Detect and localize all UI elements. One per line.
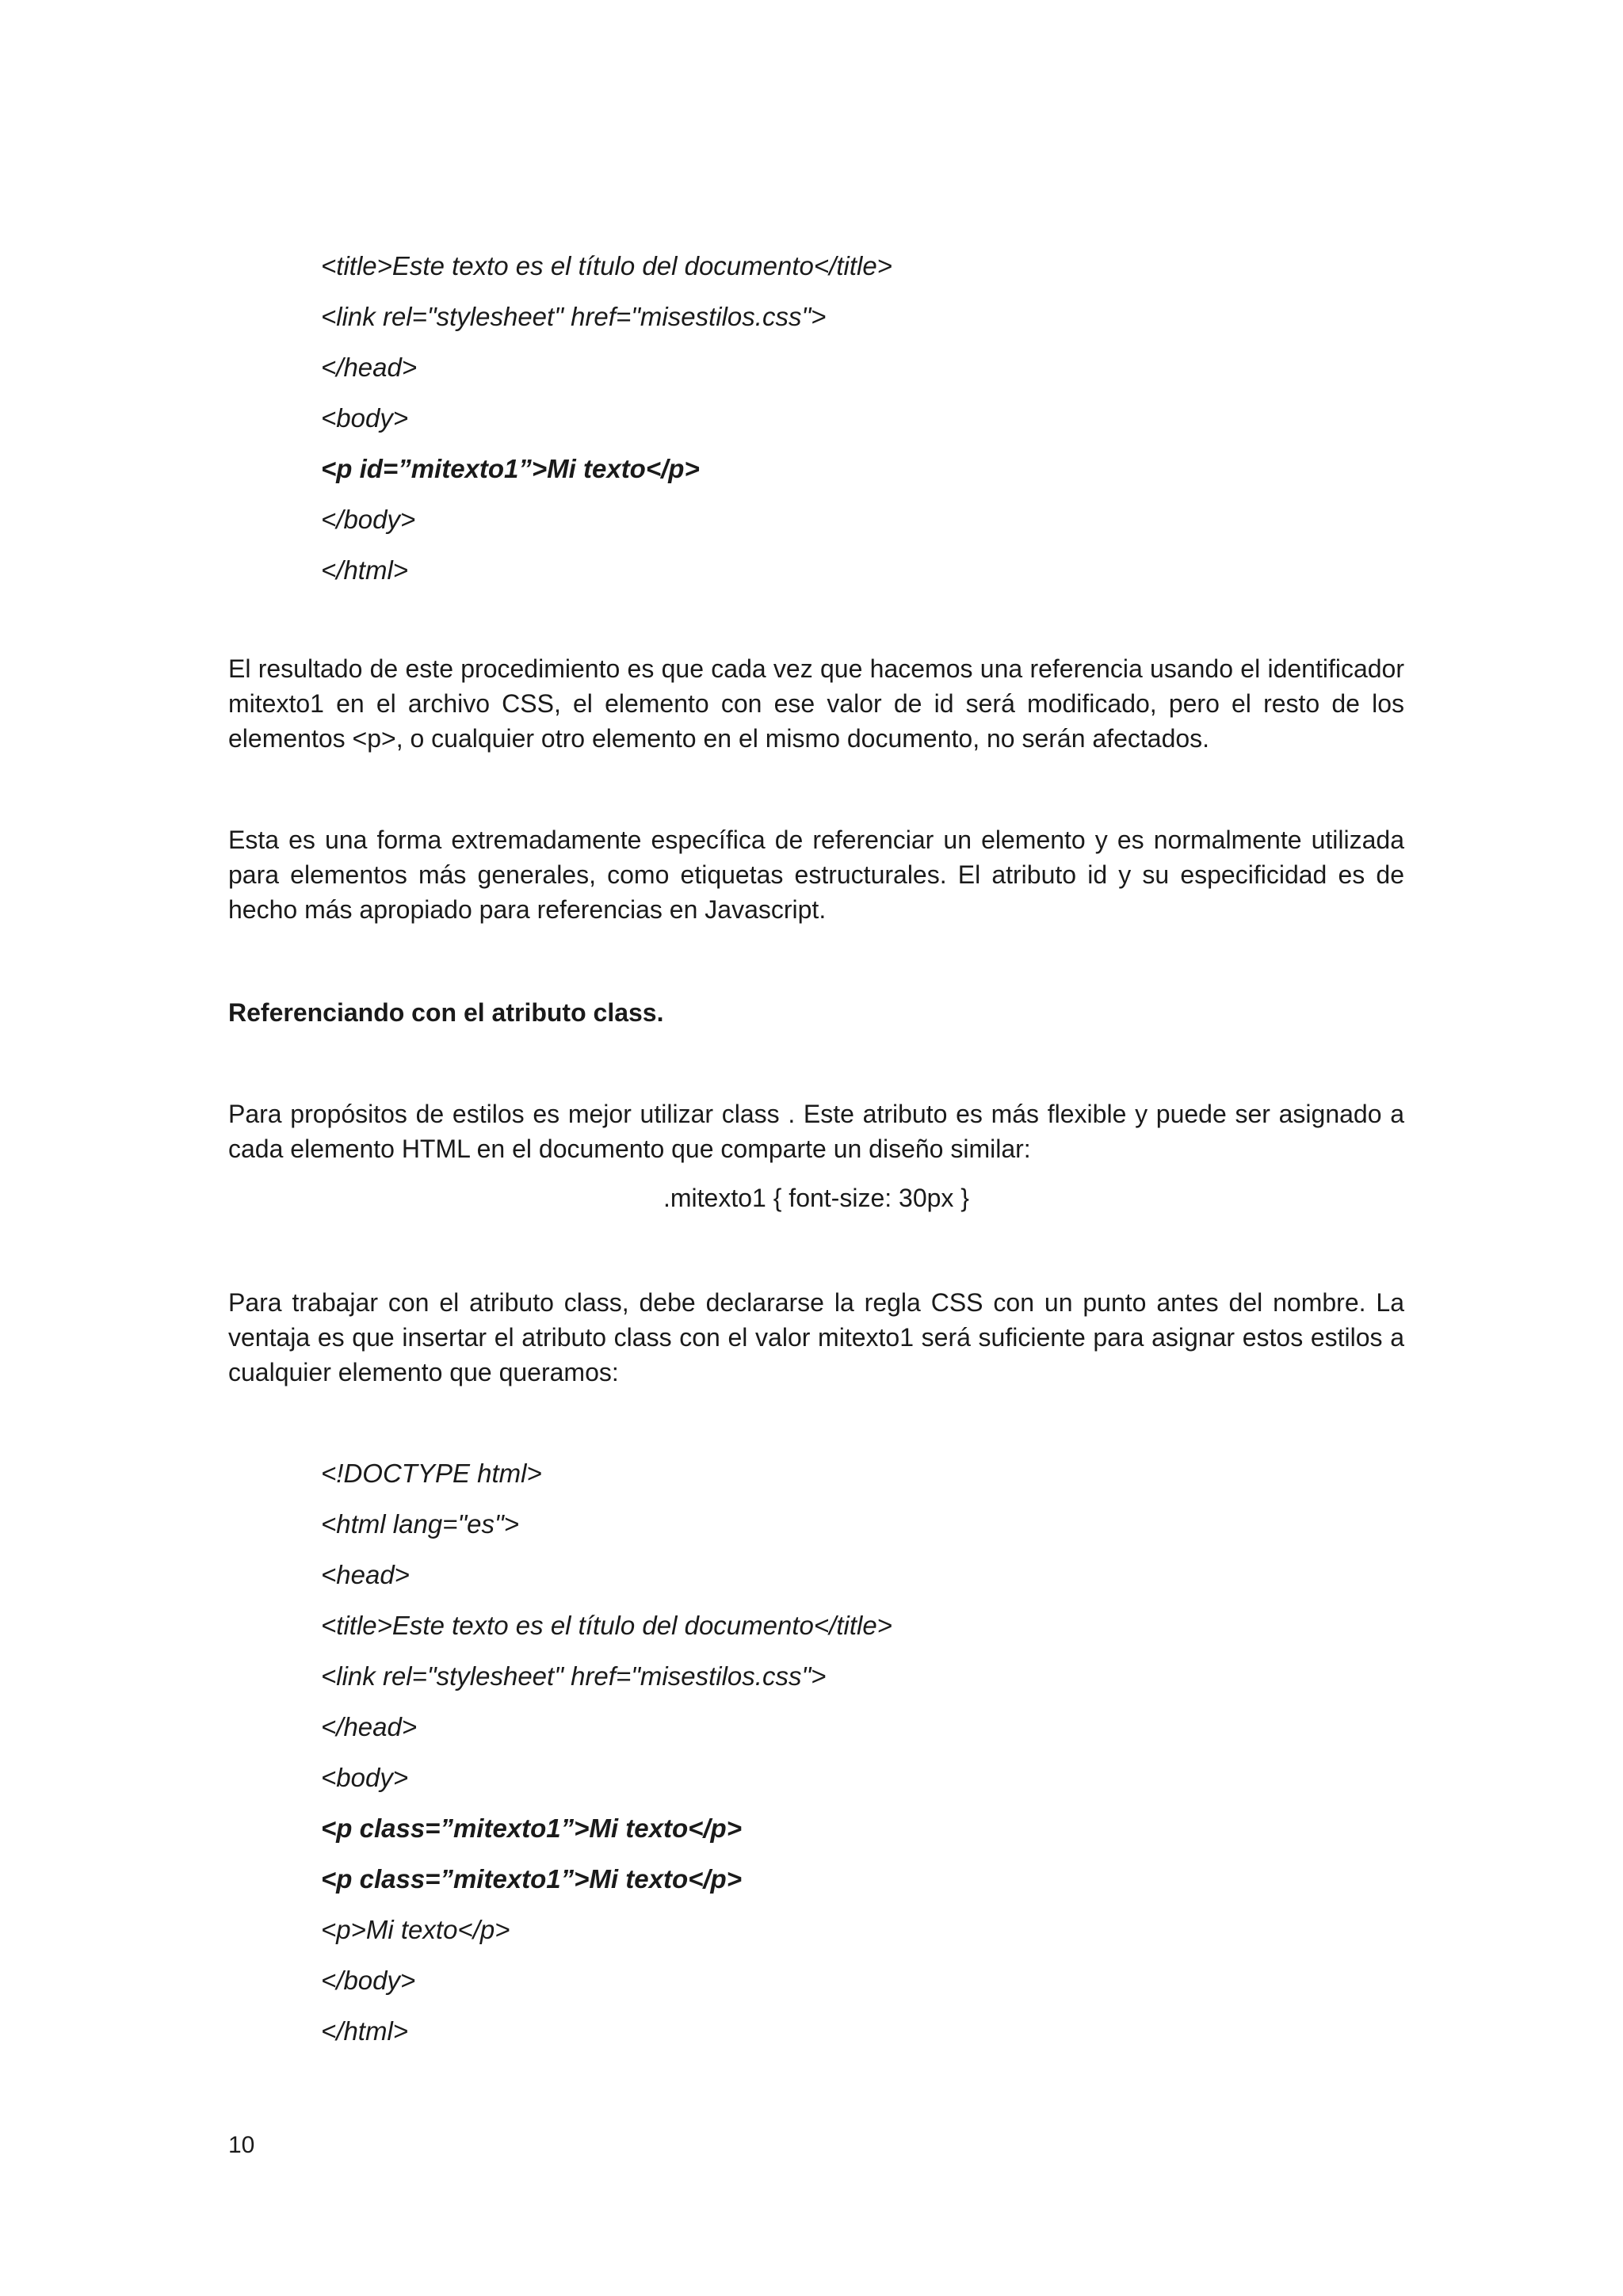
code-line: <title>Este texto es el título del documento</title> xyxy=(321,1611,892,1640)
code-line: <title>Este texto es el título del documento</title> xyxy=(321,251,892,280)
code-line: <link rel="stylesheet" href="misestilos.css"> xyxy=(321,302,827,331)
code-line: </head> xyxy=(321,1712,418,1741)
code-line: <body> xyxy=(321,403,409,433)
paragraph-class-usage: Para trabajar con el atributo class, debe declararse la regla CSS con un punto antes del nombre. La ventaja es que insertar el atributo class con el valor mitexto1 será suficiente para asignar estos estilos a cualquier elemento que queramos: xyxy=(228,1288,1404,1386)
code-line-highlighted: <p id=”mitexto1”>Mi texto</p> xyxy=(321,454,700,483)
code-line: </body> xyxy=(321,1966,416,1995)
code-line: </head> xyxy=(321,353,418,382)
paragraph-class-intro: Para propósitos de estilos es mejor utilizar class . Este atributo es más flexible y puede ser asignado a cada elemento HTML en el documento que comparte un diseño similar: xyxy=(228,1100,1404,1163)
code-line: </html> xyxy=(321,555,409,585)
section-heading: Referenciando con el atributo class. xyxy=(228,998,664,1027)
code-line: <body> xyxy=(321,1763,409,1792)
code-line: <link rel="stylesheet" href="misestilos.css"> xyxy=(321,1661,827,1691)
code-block-2 xyxy=(321,1448,892,2057)
paragraph-id-specificity: Esta es una forma extremadamente específica de referenciar un elemento y es normalmente utilizada para elementos más generales, como etiquetas estructurales. El atributo id y su especificidad es de hecho más apropiado para referencias en Javascript. xyxy=(228,826,1404,924)
code-line: <p>Mi texto</p> xyxy=(321,1915,510,1944)
code-line: <head> xyxy=(321,1560,410,1589)
code-block-1 xyxy=(321,241,892,596)
code-line: <!DOCTYPE html> xyxy=(321,1459,542,1488)
code-line-highlighted: <p class=”mitexto1”>Mi texto</p> xyxy=(321,1864,742,1894)
code-line: </body> xyxy=(321,505,416,534)
css-rule-example: .mitexto1 { font-size: 30px } xyxy=(663,1184,969,1212)
code-line: <html lang="es"> xyxy=(321,1509,519,1539)
paragraph-id-result: El resultado de este procedimiento es que cada vez que hacemos una referencia usando el identificador mitexto1 en el archivo CSS, el elemento con ese valor de id será modificado, pero el resto de los elementos <p>, o cualquier otro elemento en el mismo documento, no serán afectados. xyxy=(228,654,1404,753)
page-number: 10 xyxy=(228,2132,255,2158)
code-line-highlighted: <p class=”mitexto1”>Mi texto</p> xyxy=(321,1814,742,1843)
code-line: </html> xyxy=(321,2016,409,2046)
